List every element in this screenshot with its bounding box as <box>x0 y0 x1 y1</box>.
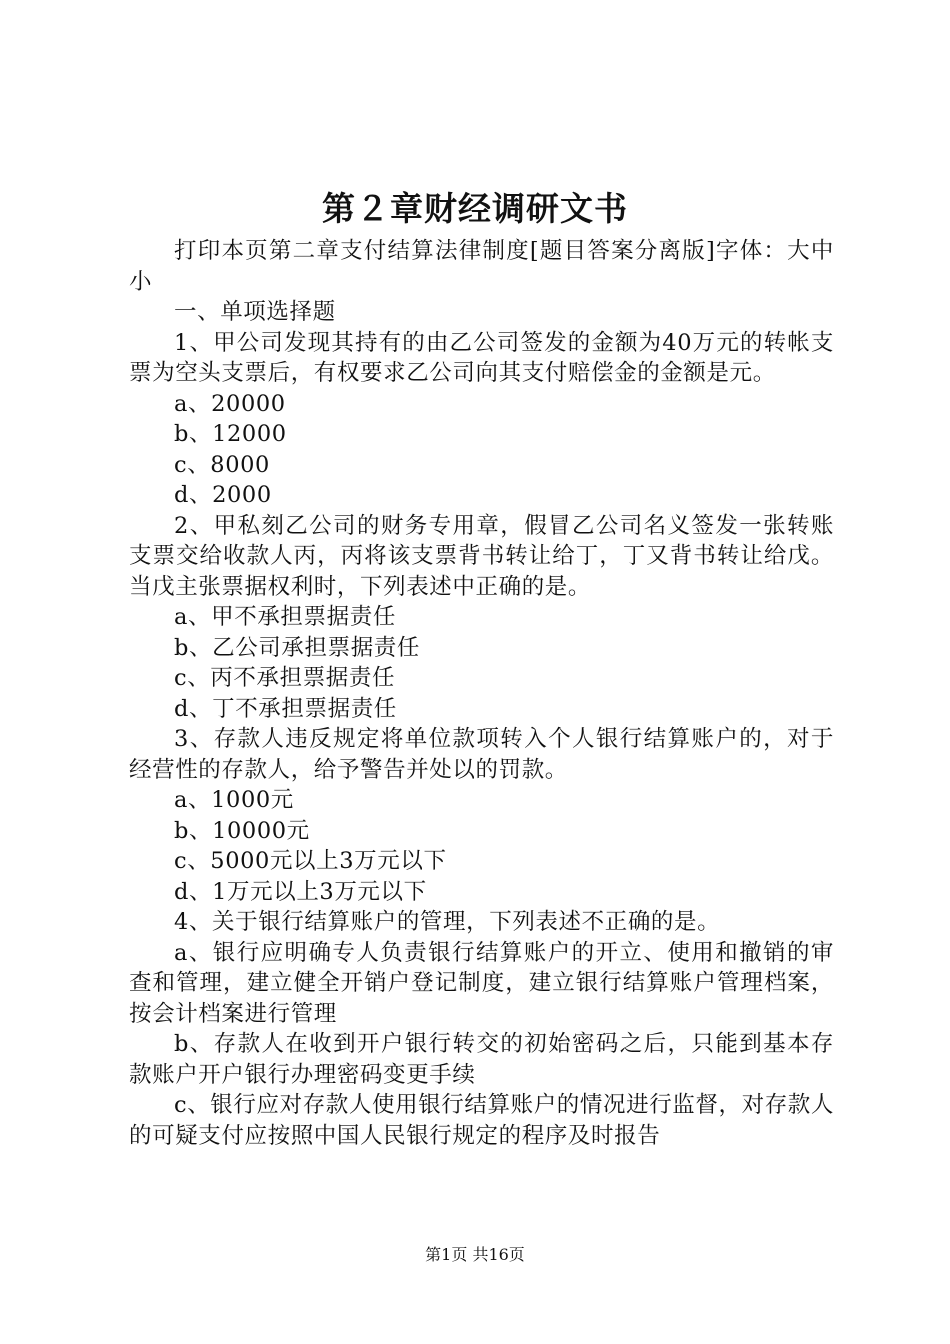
question-2: 2、甲私刻乙公司的财务专用章，假冒乙公司名义签发一张转账支票交给收款人丙，丙将该支票背书转让给丁，丁又背书转让给戊。当戊主张票据权利时，下列表述中正确的是。 <box>129 512 834 600</box>
question-3: 3、存款人违反规定将单位款项转入个人银行结算账户的，对于经营性的存款人，给予警告并处以的罚款。 <box>129 726 834 783</box>
question-4: 4、关于银行结算账户的管理，下列表述不正确的是。 <box>174 909 721 935</box>
document-body <box>129 236 834 1151</box>
question-2-option-b: b、乙公司承担票据责任 <box>174 634 421 661</box>
question-1: 1、甲公司发现其持有的由乙公司签发的金额为40万元的转帐支票为空头支票后，有权要求乙公司向其支付赔偿金的金额是元。 <box>129 329 834 386</box>
page-footer: 第1页 共16页 <box>425 1245 525 1264</box>
question-4-option-c: c、银行应对存款人使用银行结算账户的情况进行监督，对存款人的可疑支付应按照中国人民银行规定的程序及时报告 <box>129 1092 835 1149</box>
question-1-option-c: c、8000 <box>174 451 270 478</box>
question-4-option-a: a、银行应明确专人负责银行结算账户的开立、使用和撤销的审查和管理，建立健全开销户登记制度，建立银行结算账户管理档案，按会计档案进行管理 <box>129 939 834 1027</box>
question-1-option-b: b、12000 <box>174 421 287 447</box>
question-3-option-c: c、5000元以上3万元以下 <box>174 848 447 874</box>
question-2-option-a: a、甲不承担票据责任 <box>174 604 396 630</box>
question-1-option-a: a、20000 <box>174 390 286 417</box>
question-2-option-d: d、丁不承担票据责任 <box>174 695 397 722</box>
question-4-option-b: b、存款人在收到开户银行转交的初始密码之后，只能到基本存款账户开户银行办理密码变更手续 <box>129 1031 834 1088</box>
question-3-option-d: d、1万元以上3万元以下 <box>174 878 427 905</box>
question-1-option-d: d、2000 <box>174 482 272 508</box>
question-2-option-c: c、丙不承担票据责任 <box>174 665 396 691</box>
question-3-option-a: a、1000元 <box>174 787 294 813</box>
intro-paragraph: 打印本页第二章支付结算法律制度[题目答案分离版]字体：大中小 <box>129 238 834 295</box>
question-3-option-b: b、10000元 <box>174 817 310 844</box>
section-heading: 一、单项选择题 <box>174 299 336 325</box>
document-title: 第２章财经调研文书 <box>322 189 628 228</box>
